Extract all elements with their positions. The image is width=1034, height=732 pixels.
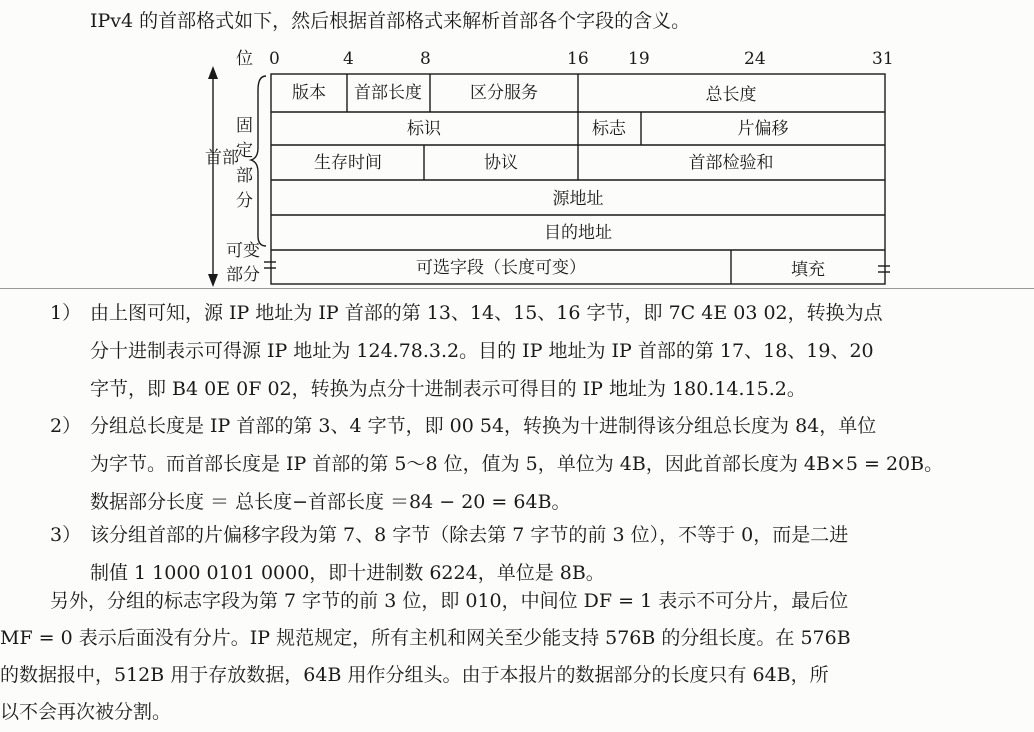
bit-tick-19: 19 xyxy=(628,49,650,69)
field-ihl: 首部长度 xyxy=(354,83,422,103)
bit-tick-31: 31 xyxy=(872,49,894,69)
field-fragment-offset: 片偏移 xyxy=(737,119,789,139)
intro-text: IPv4 的首部格式如下，然后根据首部格式来解析首部各个字段的含义。 xyxy=(90,10,691,32)
field-source-address: 源地址 xyxy=(552,189,604,209)
field-identification: 标识 xyxy=(407,119,441,139)
label-fixed-part: 固 定 部 分 xyxy=(236,116,253,211)
bit-label: 位 xyxy=(236,49,253,69)
bit-tick-16: 16 xyxy=(567,49,589,69)
field-ttl: 生存时间 xyxy=(314,153,382,173)
item-line: 分十进制表示可得源 IP 地址为 124.78.3.2。目的 IP 地址为 IP 首部的第 17、18、19、20 xyxy=(90,340,874,362)
label-variable-line2: 部分 xyxy=(226,265,260,285)
field-dscp: 区分服务 xyxy=(470,83,538,103)
field-total-length: 总长度 xyxy=(705,85,757,105)
label-variable-line1: 可变 xyxy=(226,241,260,261)
item-number: 1） xyxy=(50,302,82,324)
closing-line-2: MF = 0 表示后面没有分片。IP 规范规定，所有主机和网关至少能支持 576B 的分组长度。在 576B xyxy=(0,627,851,649)
item-line: 数据部分长度 ＝ 总长度−首部长度 ＝84 − 20 = 64B。 xyxy=(90,491,571,513)
field-checksum: 首部检验和 xyxy=(688,153,774,173)
item-number: 2） xyxy=(50,415,82,437)
closing-line-4: 以不会再次被分割。 xyxy=(0,701,172,723)
field-destination-address: 目的地址 xyxy=(544,223,612,243)
field-options: 可选字段（长度可变） xyxy=(416,258,586,278)
section-divider xyxy=(0,288,1034,289)
bit-tick-24: 24 xyxy=(744,49,766,69)
field-version: 版本 xyxy=(292,83,326,103)
field-protocol: 协议 xyxy=(484,153,518,173)
item-line: 制值 1 1000 0101 0000，即十进制数 6224，单位是 8B。 xyxy=(90,562,605,584)
item-line: 该分组首部的片偏移字段为第 7、8 字节（除去第 7 字节的前 3 位），不等于 0，而是二进 xyxy=(90,524,849,546)
bit-tick-0: 0 xyxy=(269,49,280,69)
field-flags: 标志 xyxy=(592,119,626,139)
closing-line-3: 的数据报中，512B 用于存放数据，64B 用作分组头。由于本报片的数据部分的长度只有 64B，所 xyxy=(0,664,829,686)
item-line: 为字节。而首部长度是 IP 首部的第 5～8 位，值为 5，单位为 4B，因此首部长度为 4B×5 = 20B。 xyxy=(90,453,944,475)
field-padding: 填充 xyxy=(791,260,825,280)
bit-tick-4: 4 xyxy=(343,49,354,69)
closing-line-1: 另外，分组的标志字段为第 7 字节的前 3 位，即 010，中间位 DF = 1 表示不可分片，最后位 xyxy=(50,590,849,612)
item-number: 3） xyxy=(50,524,82,546)
item-line: 分组总长度是 IP 首部的第 3、4 字节，即 00 54，转换为十进制得该分组总长度为 84，单位 xyxy=(90,415,877,437)
item-line: 字节，即 B4 0E 0F 02，转换为点分十进制表示可得目的 IP 地址为 180.14.15.2。 xyxy=(90,378,806,400)
ipv4-header-diagram xyxy=(0,0,1034,290)
bit-tick-8: 8 xyxy=(420,49,431,69)
item-line: 由上图可知，源 IP 地址为 IP 首部的第 13、14、15、16 字节，即 7C 4E 03 02，转换为点 xyxy=(90,302,883,324)
label-header: 首部 xyxy=(205,148,239,168)
